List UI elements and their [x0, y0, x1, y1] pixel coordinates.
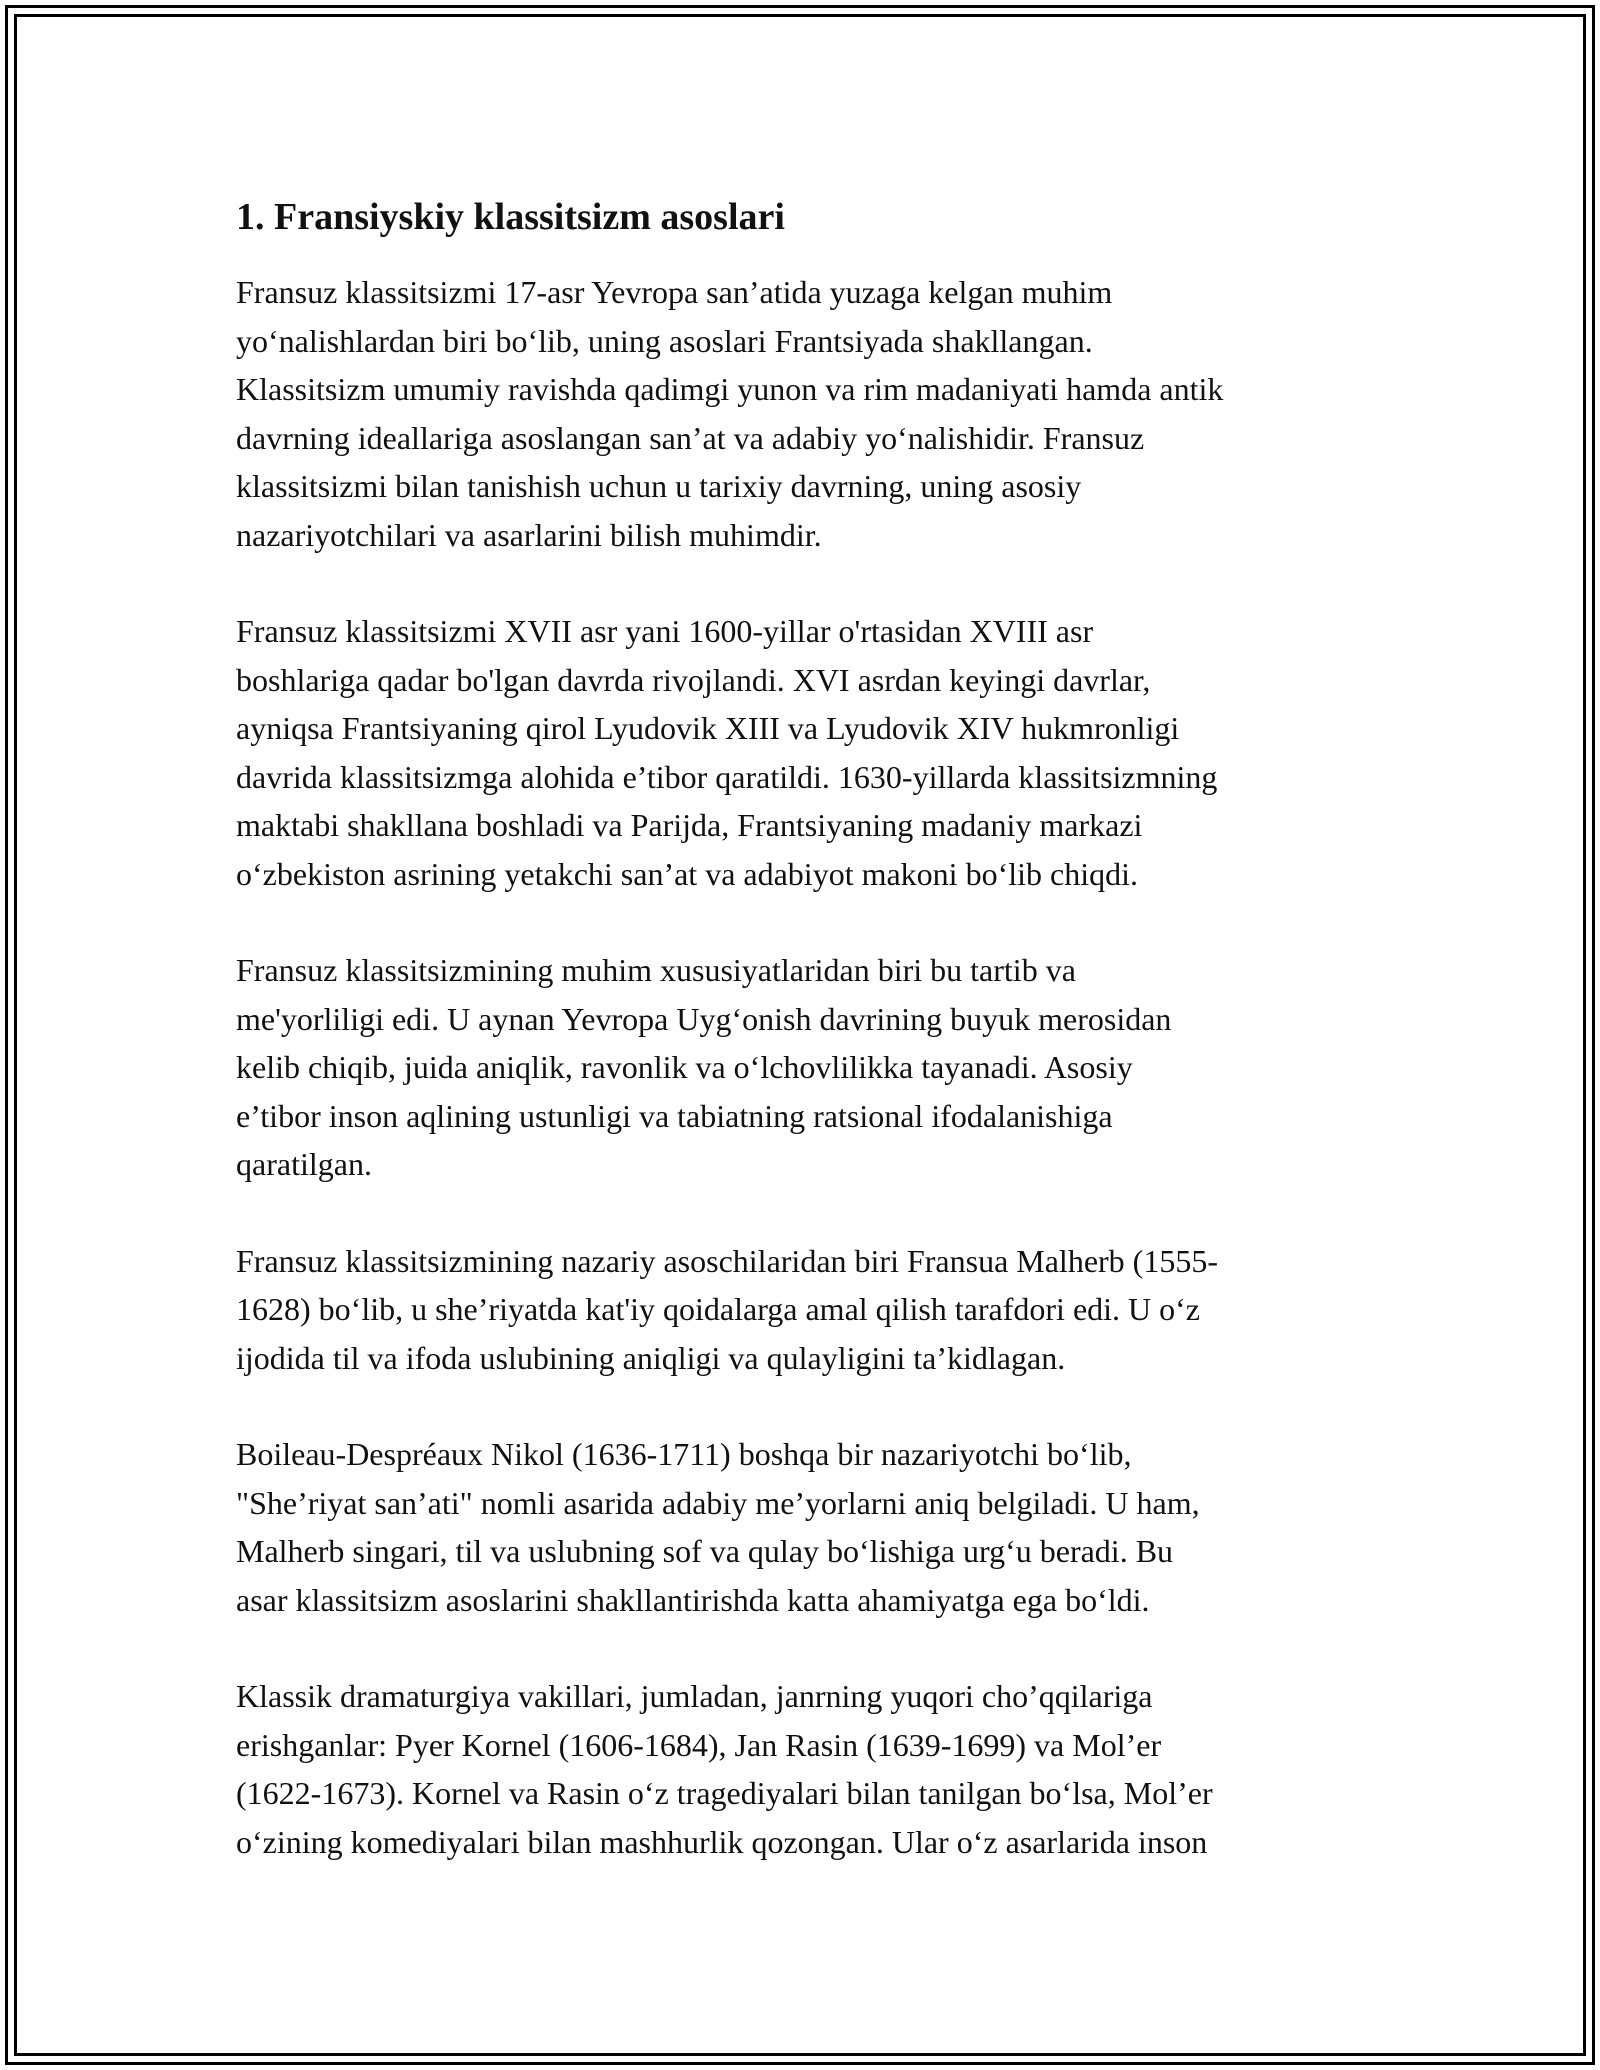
- paragraph-line: (1622-1673). Kornel va Rasin o‘z tragediyalari bilan tanilgan bo‘lsa, Mol’er: [236, 1775, 1213, 1811]
- paragraph-line: klassitsizmi bilan tanishish uchun u tarixiy davrning, uning asosiy: [236, 468, 1082, 504]
- paragraph-line: maktabi shakllana boshladi va Parijda, Frantsiyaning madaniy markazi: [236, 807, 1143, 843]
- paragraph-line: ijodida til va ifoda uslubining aniqligi va qulayligini ta’kidlagan.: [236, 1339, 1066, 1376]
- paragraph-line: Boileau-Despréaux Nikol (1636-1711) boshqa bir nazariyotchi bo‘lib,: [236, 1436, 1132, 1472]
- paragraph-line: Fransuz klassitsizmi 17-asr Yevropa san’atida yuzaga kelgan muhim: [236, 274, 1113, 310]
- paragraph-line: e’tibor inson aqlining ustunligi va tabiatning ratsional ifodalanishiga: [236, 1097, 1113, 1134]
- paragraph-line: yo‘nalishlardan biri bo‘lib, uning asoslari Frantsiyada shakllangan.: [236, 322, 1093, 359]
- paragraph-line: "She’riyat san’ati" nomli asarida adabiy me’yorlarni aniq belgiladi. U ham,: [236, 1484, 1200, 1521]
- paragraph-line: erishganlar: Pyer Kornel (1606-1684), Jan Rasin (1639-1699) va Mol’er: [236, 1726, 1162, 1763]
- paragraph-line: Klassitsizm umumiy ravishda qadimgi yunon va rim madaniyati hamda antik: [236, 371, 1224, 407]
- paragraph-line: me'yorliligi edi. U aynan Yevropa Uyg‘onish davrining buyuk merosidan: [236, 1000, 1172, 1037]
- paragraph-line: qaratilgan.: [236, 1146, 372, 1182]
- paragraph-line: asar klassitsizm asoslarini shakllantirishda katta ahamiyatga ega bo‘ldi.: [236, 1581, 1150, 1618]
- paragraph: [236, 607, 1376, 898]
- paragraph-line: Fransuz klassitsizmining muhim xususiyatlaridan biri bu tartib va: [236, 952, 1076, 988]
- paragraph-line: Malherb singari, til va uslubning sof va qulay bo‘lishiga urg‘u beradi. Bu: [236, 1533, 1174, 1569]
- paragraph-line: boshlariga qadar bo'lgan davrda rivojlandi. XVI asrdan keyingi davrlar,: [236, 661, 1151, 698]
- paragraph-line: o‘zbekiston asrining yetakchi san’at va adabiyot makoni bo‘lib chiqdi.: [236, 855, 1138, 892]
- paragraph-line: nazariyotchilari va asarlarini bilish muhimdir.: [236, 516, 822, 553]
- paragraph-line: Fransuz klassitsizmi XVII asr yani 1600-yillar o'rtasidan XVIII asr: [236, 613, 1094, 649]
- paragraph-line: 1628) bo‘lib, u she’riyatda kat'iy qoidalarga amal qilish tarafdori edi. U o‘z: [236, 1291, 1200, 1327]
- paragraph: [236, 946, 1376, 1189]
- paragraph-line: o‘zining komediyalari bilan mashhurlik qozongan. Ular o‘z asarlarida inson: [236, 1823, 1208, 1860]
- paragraph-line: Fransuz klassitsizmining nazariy asoschilaridan biri Fransua Malherb (1555-: [236, 1242, 1218, 1279]
- paragraph: [236, 1237, 1376, 1383]
- paragraph-list: [236, 268, 1376, 1866]
- paragraph: [236, 1672, 1376, 1866]
- paragraph-line: Klassik dramaturgiya vakillari, jumladan, janrning yuqori cho’qqilariga: [236, 1678, 1153, 1714]
- paragraph-line: ayniqsa Frantsiyaning qirol Lyudovik XIII va Lyudovik XIV hukmronligi: [236, 710, 1180, 746]
- document-body: [236, 192, 1376, 1914]
- section-title: 1. Fransiyskiy klassitsizm asoslari: [236, 196, 785, 238]
- paragraph: [236, 268, 1376, 559]
- paragraph-line: davrning ideallariga asoslangan san’at va adabiy yo‘nalishidir. Fransuz: [236, 419, 1145, 456]
- paragraph-line: kelib chiqib, juida aniqlik, ravonlik va o‘lchovlilikka tayanadi. Asosiy: [236, 1049, 1133, 1085]
- paragraph-line: davrida klassitsizmga alohida e’tibor qaratildi. 1630-yillarda klassitsizmning: [236, 758, 1218, 795]
- paragraph: [236, 1430, 1376, 1624]
